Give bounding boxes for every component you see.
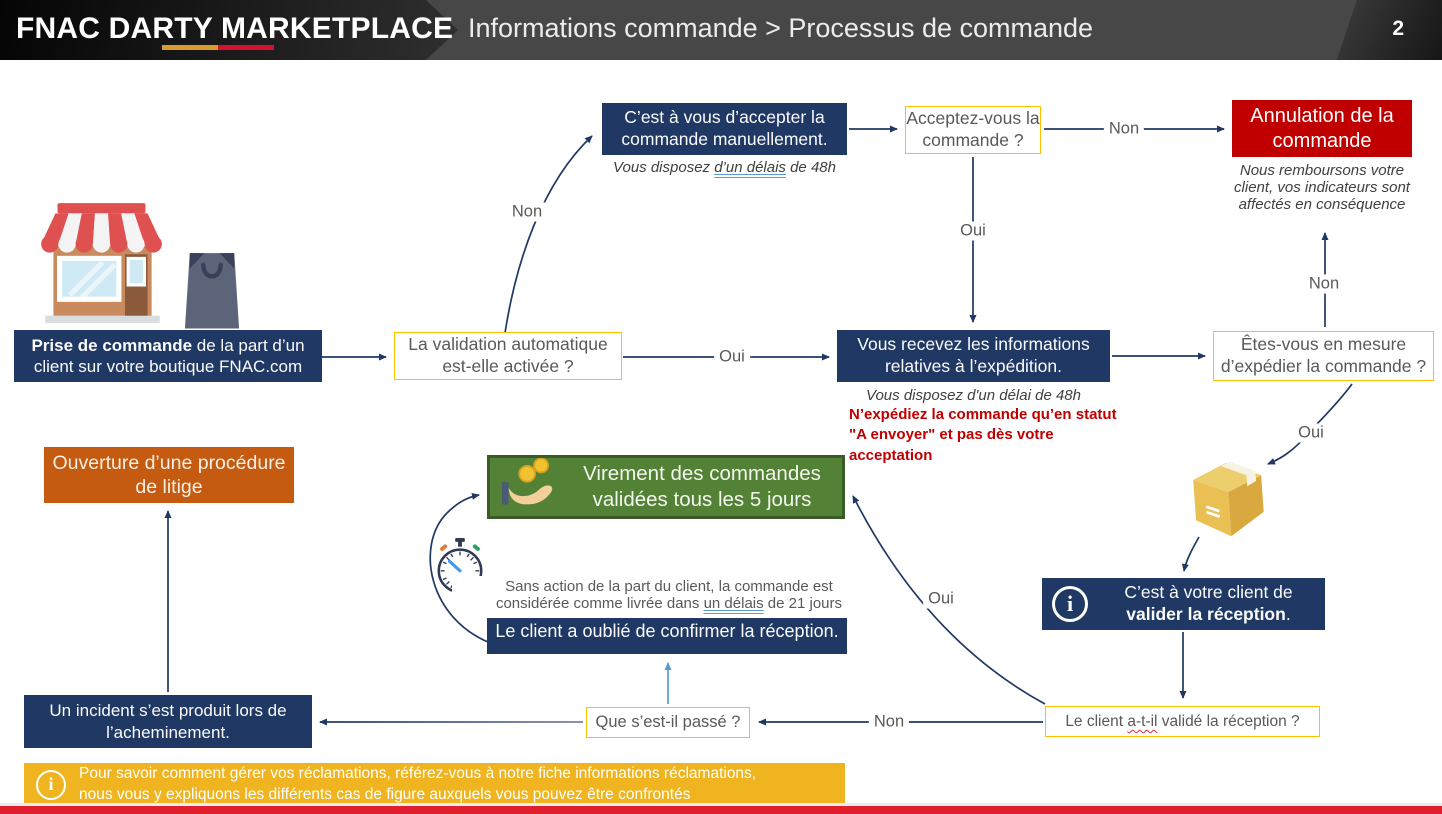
reclamations-banner <box>24 763 845 806</box>
edge-label-oui: Oui <box>1293 424 1329 443</box>
node-validation-question-text: La validation automatique est-elle activée ? <box>408 334 608 376</box>
node-atil-question <box>1045 706 1320 737</box>
node-annulation <box>1232 100 1412 157</box>
node-validation-question <box>394 332 622 380</box>
shopping-bag-icon <box>183 238 241 340</box>
node-virement-text: Virement des commandes validées tous les 5 jours <box>583 462 821 511</box>
note-expedition-delay: Vous disposez d'un délai de 48h <box>866 387 1081 404</box>
node-etesvous-question-text: Êtes-vous en mesure d’expédier la commande ? <box>1220 334 1427 376</box>
node-prise-commande-text <box>14 335 322 378</box>
note-sans-action <box>452 576 886 615</box>
node-litige-text: Ouverture d’une procédure de litige <box>52 451 286 498</box>
edge-label-non: Non <box>1104 120 1144 139</box>
info-icon: i <box>36 770 66 800</box>
note-annulation: Nous remboursons votre client, vos indicateurs sont affectés en conséquence <box>1234 162 1410 213</box>
node-oublie <box>487 618 847 654</box>
edge-label-oui: Oui <box>714 348 750 367</box>
note-accept-delay <box>602 159 847 176</box>
note-sans-action-line1: Sans action de la part du client, la commande est <box>505 578 833 595</box>
node-valider <box>1042 578 1325 630</box>
node-etesvous-question <box>1213 331 1434 381</box>
node-accept-manual-text: C’est à vous d’accepter la commande manuellement. <box>621 107 828 149</box>
node-atil-pre: Le client <box>1065 712 1128 730</box>
warning-expedition: N’expédiez la commande qu’en statut "A envoyer" et pas dès votre acceptation <box>849 406 1117 464</box>
info-icon: i <box>1052 586 1088 622</box>
money-hand-icon <box>498 458 560 517</box>
node-que-question-text: Que s’est-il passé ? <box>595 713 741 732</box>
note-accept-delay-post: de 48h <box>785 159 836 176</box>
node-incident-text: Un incident s’est produit lors de l’acheminement. <box>49 701 287 742</box>
header-bar <box>0 0 1442 60</box>
edge-validation-accept-manual <box>505 136 592 333</box>
node-atil-post: validé la réception ? <box>1157 712 1300 730</box>
node-valider-bold: valider la réception <box>1126 604 1286 624</box>
node-prise-bold: Prise de commande <box>31 335 193 355</box>
note-accept-delay-underlined: d’un délais <box>714 159 786 176</box>
node-litige <box>44 447 294 503</box>
footer-red-strip <box>0 806 1442 814</box>
edge-label-oui: Oui <box>955 222 991 241</box>
edge-label-non: Non <box>869 713 909 732</box>
node-valider-post: . <box>1285 604 1291 624</box>
page-number: 2 <box>1392 17 1404 40</box>
reclamations-banner-text: Pour savoir comment gérer vos réclamations, référez-vous à notre fiche informations réclamations, nous vous y expliquons les différents cas de figure auxquels vous pouvez être confrontés <box>79 765 757 803</box>
node-accept-question-text: Acceptez-vous la commande ? <box>906 108 1040 150</box>
node-atil-question-text <box>1065 712 1299 731</box>
logo-underline-gold <box>162 45 218 50</box>
node-incident <box>24 695 312 748</box>
package-icon <box>1178 448 1270 553</box>
node-expedition <box>837 330 1110 382</box>
node-annulation-text: Annulation de la commande <box>1250 104 1394 152</box>
edge-label-non: Non <box>507 203 547 222</box>
storefront-icon <box>35 197 168 335</box>
note-sans-action-line2-pre: considérée comme livrée dans <box>495 595 704 612</box>
node-oublie-text: Le client a oublié de confirmer la réception. <box>495 621 839 641</box>
edge-label-non: Non <box>1304 275 1344 294</box>
node-valider-text <box>1102 582 1315 626</box>
node-accept-manual <box>602 103 847 155</box>
node-valider-pre: C’est à votre client de <box>1124 582 1293 603</box>
header-right-wedge <box>1330 0 1442 60</box>
note-sans-action-underlined: un délais <box>703 595 764 612</box>
node-accept-question <box>905 106 1041 154</box>
node-expedition-text: Vous recevez les informations relatives à l’expédition. <box>857 334 1090 376</box>
brand-logo: FNAC DARTY MARKETPLACE <box>16 12 454 45</box>
page-title: Informations commande > Processus de commande <box>468 13 1094 43</box>
node-prise-commande <box>14 330 322 382</box>
note-sans-action-line2-post: de 21 jours <box>763 595 843 612</box>
logo-underline <box>162 45 274 50</box>
edge-label-oui: Oui <box>923 590 959 609</box>
node-atil-wavy: a-t-il <box>1127 712 1158 730</box>
note-accept-delay-pre: Vous disposez <box>613 159 715 176</box>
node-que-question <box>586 707 750 738</box>
node-prise-rest: de la part d’un client sur votre boutique FNAC.com <box>33 335 305 376</box>
node-virement <box>487 455 845 519</box>
logo-underline-red <box>218 45 274 50</box>
